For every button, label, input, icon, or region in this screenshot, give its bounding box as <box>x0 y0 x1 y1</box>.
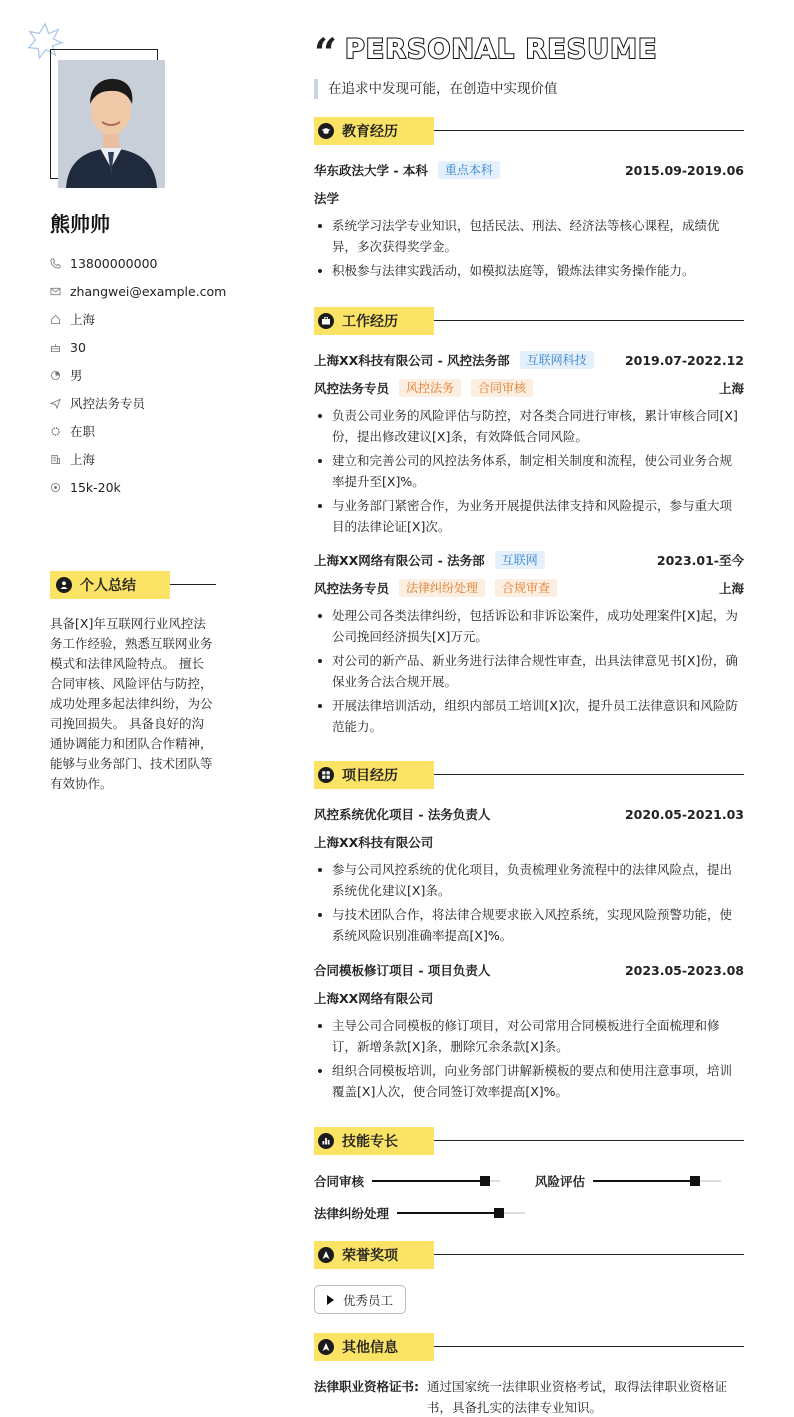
job-date: 2019.07-2022.12 <box>624 352 744 368</box>
age-item <box>50 333 226 361</box>
list-item: 开展法律培训活动，组织内部员工培训[X]次，提升员工法律意识和风险防范能力。 <box>314 695 744 737</box>
skill-name: 合同审核 <box>314 1174 365 1189</box>
project-company: 上海XX网络有限公司 <box>314 991 434 1006</box>
project-date: 2023.05-2023.08 <box>624 962 744 978</box>
status-item <box>50 417 226 445</box>
skill-item <box>535 1171 721 1191</box>
location-value: 上海 <box>70 312 96 327</box>
projects-title: 项目经历 <box>342 768 398 784</box>
honors-title: 荣誉奖项 <box>342 1248 398 1264</box>
section-divider <box>434 320 744 321</box>
education-bullets <box>314 215 744 284</box>
phone-item <box>50 249 226 277</box>
email-value: zhangwei@example.com <box>70 283 227 299</box>
target-city-item <box>50 445 226 473</box>
section-divider <box>434 1140 744 1141</box>
job-role-row <box>314 377 744 399</box>
honor-label: 优秀员工 <box>343 1292 394 1308</box>
grid-icon <box>318 767 334 783</box>
position-item <box>50 389 226 417</box>
list-item: 参与公司风控系统的优化项目，负责梳理业务流程中的法律风险点，提出系统优化建议[X]条。 <box>314 859 744 901</box>
skill-bar <box>397 1212 525 1214</box>
projects-section-header <box>314 761 744 789</box>
other-title: 其他信息 <box>342 1340 398 1356</box>
salary-value: 15k-20k <box>70 479 121 495</box>
major-row <box>314 187 744 209</box>
honor-badge <box>314 1285 406 1314</box>
industry-tag: 互联网 <box>495 551 545 569</box>
list-item: 负责公司业务的风险评估与防控，对各类合同进行审核，累计审核合同[X]份，提出修改建议[X]条，有效降低合同风险。 <box>314 405 744 447</box>
position-value: 风控法务专员 <box>70 396 146 411</box>
education-section-header <box>314 117 744 145</box>
section-divider <box>434 1346 744 1347</box>
job-role: 风控法务专员 <box>314 381 390 396</box>
job-date: 2023.01-至今 <box>656 553 744 568</box>
mail-icon <box>50 286 70 297</box>
project-company-row <box>314 987 744 1009</box>
other-info-row <box>314 1376 744 1417</box>
list-item: 积极参与法律实践活动，如模拟法庭等，锻炼法律实务操作能力。 <box>314 260 744 281</box>
company-name: 上海XX科技有限公司 - 风控法务部 <box>314 353 510 368</box>
education-row <box>314 159 744 181</box>
company-name: 上海XX网络有限公司 - 法务部 <box>314 553 485 568</box>
gender-value: 男 <box>70 368 83 383</box>
bar-chart-icon <box>318 1133 334 1149</box>
job-bullets <box>314 605 744 740</box>
job-row <box>314 349 744 371</box>
list-item: 与业务部门紧密合作，为业务开展提供法律支持和风险提示，参与重大项目的法律论证[X]次。 <box>314 495 744 537</box>
project-company: 上海XX科技有限公司 <box>314 835 434 850</box>
school-name: 华东政法大学 - 本科 <box>314 163 428 178</box>
skill-tag: 合规审查 <box>495 579 557 597</box>
list-item: 建立和完善公司的风控法务体系，制定相关制度和流程，使公司业务合规率提升至[X]%。 <box>314 450 744 492</box>
building-icon <box>50 454 70 465</box>
other-text: 通过国家统一法律职业资格考试，取得法律职业资格证书，具备扎实的法律专业知识。 <box>427 1379 728 1415</box>
job-bullets <box>314 405 744 540</box>
profile-photo <box>58 60 165 188</box>
skill-item <box>314 1171 500 1191</box>
age-value: 30 <box>70 339 86 355</box>
briefcase-icon <box>318 313 334 329</box>
education-date: 2015.09-2019.06 <box>624 162 744 178</box>
info-icon <box>318 1339 334 1355</box>
gear-icon <box>50 426 70 437</box>
send-icon <box>50 398 70 409</box>
list-item: 主导公司合同模板的修订项目，对公司常用合同模板进行全面梳理和修订，新增条款[X]条，删除冗余条款[X]条。 <box>314 1015 744 1057</box>
job-role-row <box>314 577 744 599</box>
skill-tag: 风控法务 <box>399 379 461 397</box>
list-item: 对公司的新产品、新业务进行法律合规性审查，出具法律意见书[X]份，确保业务合法合规开展。 <box>314 650 744 692</box>
resume-heading <box>314 28 658 77</box>
honors-section-header <box>314 1241 744 1269</box>
summary-title: 个人总结 <box>80 578 136 594</box>
skill-bar <box>593 1180 721 1182</box>
skill-name: 风险评估 <box>535 1174 586 1189</box>
job-role: 风控法务专员 <box>314 581 390 596</box>
other-label: 法律职业资格证书: <box>314 1379 419 1394</box>
list-item: 与技术团队合作，将法律合规要求嵌入风控系统，实现风险预警功能，使系统风险识别准确率提高[X]%。 <box>314 904 744 946</box>
education-title: 教育经历 <box>342 124 398 140</box>
project-date: 2020.05-2021.03 <box>624 806 744 822</box>
quote-mark: “ <box>314 30 338 77</box>
industry-tag: 互联网科技 <box>520 351 594 369</box>
list-item: 处理公司各类法律纠纷，包括诉讼和非诉讼案件，成功处理案件[X]起，为公司挽回经济损失[X]万元。 <box>314 605 744 647</box>
summary-text: 具备[X]年互联网行业风控法务工作经验，熟悉互联网业务模式和法律风险特点。 擅长合同审核、风险评估与防控，成功处理多起法律纠纷，为公司挽回损失。 具备良好的沟通协调能力和团队合作精神，能够与业务部门、技术团队等有效协作。 <box>50 616 213 791</box>
gender-icon <box>50 370 70 381</box>
play-icon <box>327 1295 334 1305</box>
location-item <box>50 305 226 333</box>
skill-item <box>314 1203 525 1223</box>
cake-icon <box>50 342 70 353</box>
school-tag: 重点本科 <box>438 161 500 179</box>
summary-section-header <box>50 571 216 599</box>
project-row <box>314 959 744 981</box>
list-item: 系统学习法学专业知识，包括民法、刑法、经济法等核心课程，成绩优异，多次获得奖学金。 <box>314 215 744 257</box>
target-city-value: 上海 <box>70 452 96 467</box>
project-bullets <box>314 1015 744 1105</box>
skill-bar <box>372 1180 500 1182</box>
phone-icon <box>50 258 70 269</box>
major: 法学 <box>314 191 340 206</box>
job-city: 上海 <box>718 381 744 396</box>
job-city: 上海 <box>718 581 744 596</box>
slogan: 在追求中发现可能，在创造中实现价值 <box>314 79 558 99</box>
project-bullets <box>314 859 744 949</box>
resume-title: PERSONAL RESUME <box>345 33 658 65</box>
work-title: 工作经历 <box>342 314 398 330</box>
skill-tag: 法律纠纷处理 <box>399 579 485 597</box>
email-item <box>50 277 226 305</box>
skills-title: 技能专长 <box>342 1134 398 1150</box>
status-value: 在职 <box>70 424 96 439</box>
user-icon <box>56 577 72 593</box>
candidate-name: 熊帅帅 <box>50 212 110 236</box>
skill-tag: 合同审核 <box>471 379 533 397</box>
gender-item <box>50 361 226 389</box>
project-name: 风控系统优化项目 - 法务负责人 <box>314 807 491 822</box>
project-row <box>314 803 744 825</box>
home-icon <box>50 314 70 325</box>
coin-icon <box>50 482 70 493</box>
skill-name: 法律纠纷处理 <box>314 1206 390 1221</box>
project-name: 合同模板修订项目 - 项目负责人 <box>314 963 491 978</box>
project-company-row <box>314 831 744 853</box>
graduation-cap-icon <box>318 123 334 139</box>
section-divider <box>434 130 744 131</box>
list-item: 组织合同模板培训，向业务部门讲解新模板的要点和使用注意事项，培训覆盖[X]人次，使合同签订效率提高[X]%。 <box>314 1060 744 1102</box>
contact-info-list <box>50 249 226 501</box>
phone-value: 13800000000 <box>70 255 158 271</box>
job-row <box>314 549 744 571</box>
medal-icon <box>318 1247 334 1263</box>
section-divider <box>434 774 744 775</box>
section-divider <box>434 1254 744 1255</box>
section-divider <box>170 584 216 585</box>
other-section-header <box>314 1333 744 1361</box>
salary-item <box>50 473 226 501</box>
work-section-header <box>314 307 744 335</box>
skills-section-header <box>314 1127 744 1155</box>
